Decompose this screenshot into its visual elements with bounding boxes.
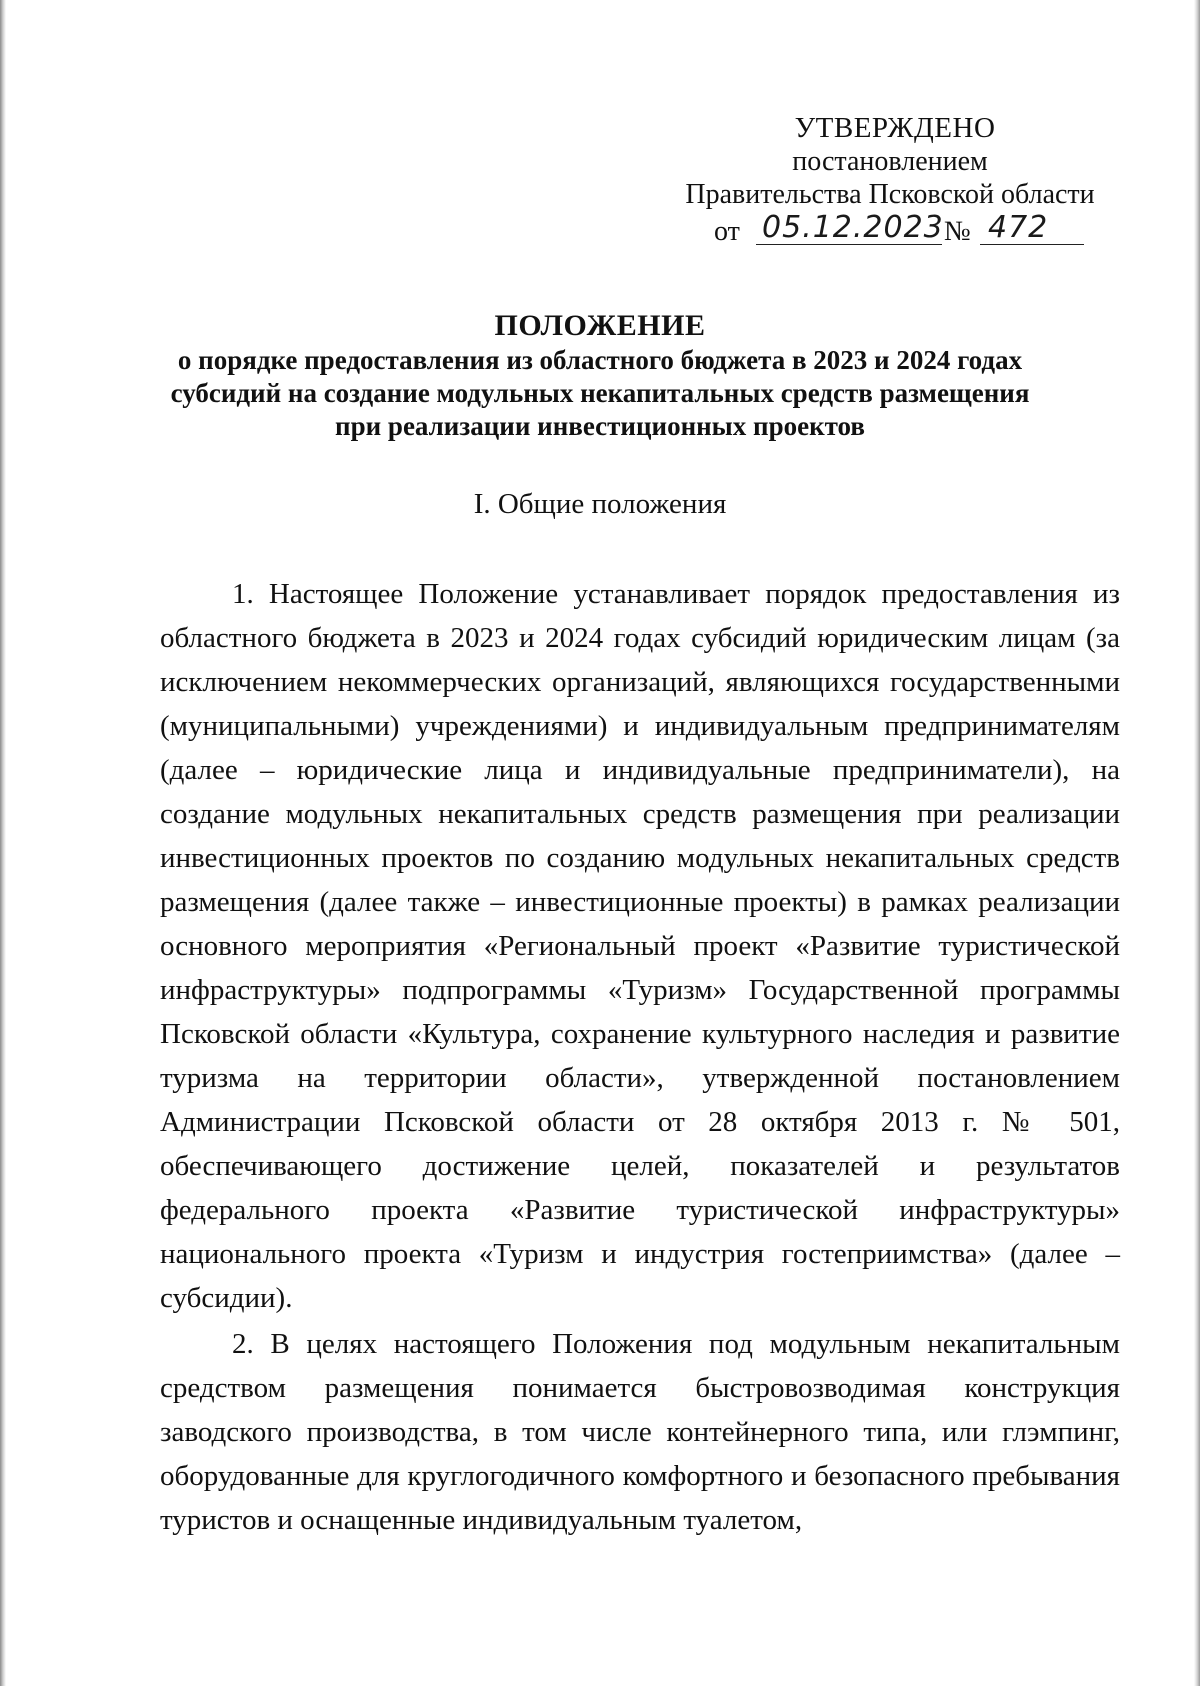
handwritten-date: 05.12.2023 — [756, 211, 942, 245]
paragraph-2: 2. В целях настоящего Положения под модульным некапитальным средством размещения понимается быстровозводимая конструкция заводского производства, в том числе контейнерного типа, или глэмпинг, оборудованные для круглогодичного комфортного и безопасного пребывания туристов и оснащенные индивидуальным туалетом, — [160, 1328, 1120, 1536]
document-title-block — [150, 308, 1050, 443]
approving-authority: Правительства Псковской области — [685, 179, 1095, 210]
scan-edge-left — [0, 0, 6, 1686]
number-sign-label: № — [944, 216, 971, 247]
date-prefix-label: от — [714, 216, 740, 247]
approved-label: УТВЕРЖДЕНО — [794, 112, 996, 144]
approval-stamp-block — [660, 112, 1120, 249]
decree-reference-line — [660, 211, 1120, 249]
handwritten-decree-number: 472 — [980, 211, 1084, 245]
approved-by-label: постановлением — [792, 146, 988, 177]
section-heading: I. Общие положения — [473, 488, 727, 520]
scan-edge-right — [1194, 0, 1200, 1686]
document-body — [160, 572, 1120, 1544]
document-title: ПОЛОЖЕНИЕ — [494, 309, 706, 342]
document-subtitle: о порядке предоставления из областного бюджета в 2023 и 2024 годах субсидий на создание модульных некапитальных средств размещения при реализации инвестиционных проектов — [170, 345, 1030, 441]
paragraph-1: 1. Настоящее Положение устанавливает порядок предоставления из областного бюджета в 2023 и 2024 годах субсидий юридическим лицам (за исключением некоммерческих организаций, являющихся государственными (муниципальными) учреждениями) и индивидуальным предпринимателям (далее – юридические лица и индивидуальные предприниматели), на создание модульных некапитальных средств размещения при реализации инвестиционных проектов по созданию модульных некапитальных средств размещения (далее также – инвестиционные проекты) в рамках реализации основного мероприятия «Региональный проект «Развитие туристической инфраструктуры» подпрограммы «Туризм» Государственной программы Псковской области «Культура, сохранение культурного наследия и развитие туризма на территории области», утвержденной постановлением Администрации Псковской области от 28 октября 2013 г. № 501, обеспечивающего достижение целей, показателей и результатов федерального проекта «Развитие туристической инфраструктуры» национального проекта «Туризм и индустрия гостеприимства» (далее – субсидии). — [160, 578, 1120, 1314]
